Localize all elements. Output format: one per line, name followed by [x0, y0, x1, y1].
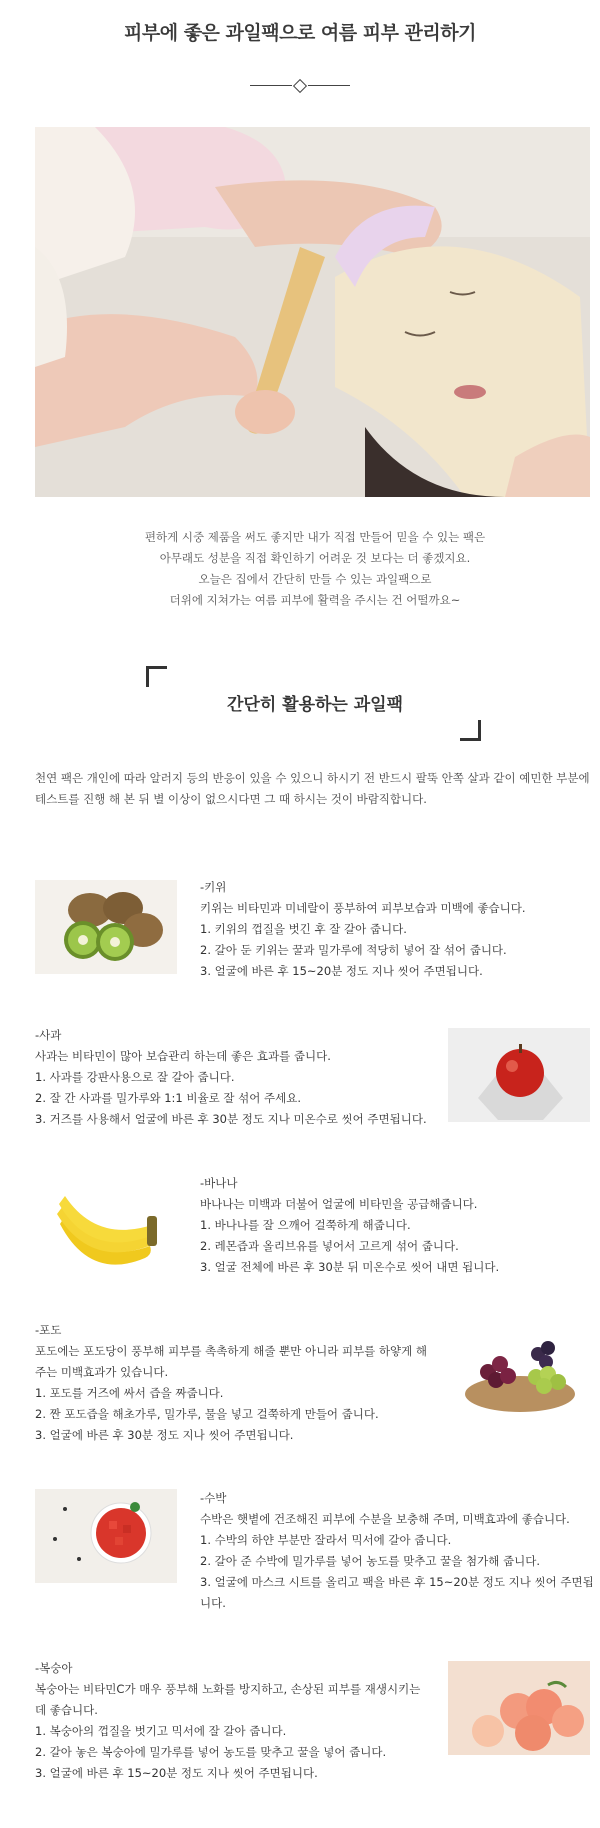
hero-image-facial-mask	[35, 127, 590, 497]
kiwi-illustration	[35, 880, 177, 974]
fruit-desc: 사과는 비타민이 많아 보습관리 하는데 좋은 효과를 줍니다.	[35, 1049, 331, 1063]
fruit-step: 3. 거즈를 사용해서 얼굴에 바른 후 30분 정도 지나 미온수로 씻어 주면됩니다.	[35, 1112, 427, 1126]
kiwi-image	[35, 880, 177, 974]
fruit-desc: 포도에는 포도당이 풍부해 피부를 촉촉하게 해줄 뿐만 아니라 피부를 하얗게 해주는 미백효과가 있습니다.	[35, 1344, 428, 1379]
bracket-top-left-icon	[146, 666, 167, 687]
fruit-step: 2. 레몬즙과 올리브유를 넣어서 고르게 섞어 줍니다.	[200, 1239, 459, 1253]
title-divider	[250, 80, 350, 92]
divider-line-left	[250, 85, 292, 86]
fruit-desc: 바나나는 미백과 더불어 얼굴에 비타민을 공급해줍니다.	[200, 1197, 478, 1211]
fruit-step: 2. 갈아 놓은 복숭아에 밀가루를 넣어 농도를 맞추고 꿀을 넣어 줍니다.	[35, 1745, 387, 1759]
intro-line: 더위에 지쳐가는 여름 피부에 활력을 주시는 건 어떨까요~	[169, 593, 461, 607]
fruit-step: 1. 포도를 거즈에 싸서 즙을 짜줍니다.	[35, 1386, 224, 1400]
fruit-step: 2. 갈아 준 수박에 밀가루를 넣어 농도를 맞추고 꿀을 첨가해 줍니다.	[200, 1554, 541, 1568]
fruit-name: -사과	[35, 1028, 62, 1042]
fruit-step: 1. 복숭아의 껍질을 벗기고 믹서에 잘 갈아 줍니다.	[35, 1724, 287, 1738]
peach-illustration	[448, 1661, 590, 1755]
fruit-name: -바나나	[200, 1176, 238, 1190]
fruit-item-watermelon	[200, 1488, 595, 1614]
fruit-step: 1. 수박의 하얀 부분만 잘라서 믹서에 갈아 줍니다.	[200, 1533, 452, 1547]
fruit-step: 3. 얼굴에 바른 후 15~20분 정도 지나 씻어 주면됩니다.	[200, 964, 483, 978]
watermelon-image	[35, 1489, 177, 1583]
fruit-item-peach	[35, 1658, 430, 1784]
fruit-name: -수박	[200, 1491, 227, 1505]
fruit-desc: 복숭아는 비타민C가 매우 풍부해 노화를 방지하고, 손상된 피부를 재생시키는데 좋습니다.	[35, 1682, 421, 1717]
fruit-name: -포도	[35, 1323, 62, 1337]
fruit-step: 3. 얼굴에 바른 후 30분 정도 지나 씻어 주면됩니다.	[35, 1428, 294, 1442]
fruit-desc: 키위는 비타민과 미네랄이 풍부하여 피부보습과 미백에 좋습니다.	[200, 901, 526, 915]
fruit-desc: 수박은 햇볕에 건조해진 피부에 수분을 보충해 주며, 미백효과에 좋습니다.	[200, 1512, 570, 1526]
banana-illustration	[35, 1186, 177, 1280]
intro-line: 아무래도 성분을 직접 확인하기 어려운 것 보다는 더 좋겠지요.	[159, 551, 471, 565]
allergy-notice: 천연 팩은 개인에 따라 알러지 등의 반응이 있을 수 있으니 하시기 전 반드시 팔뚝 안쪽 살과 같이 예민한 부분에 테스트를 진행 해 본 뒤 별 이상이 없으시다면 그 때 하시는 것이 바람직합니다.	[35, 771, 590, 806]
page-title: 피부에 좋은 과일팩으로 여름 피부 관리하기	[124, 22, 476, 44]
peach-image	[448, 1661, 590, 1755]
apple-image	[448, 1028, 590, 1122]
fruit-step: 3. 얼굴에 바른 후 15~20분 정도 지나 씻어 주면됩니다.	[35, 1766, 318, 1780]
divider-line-right	[308, 85, 350, 86]
fruit-step: 2. 짠 포도즙을 해초가루, 밀가루, 물을 넣고 걸쭉하게 만들어 줍니다.	[35, 1407, 379, 1421]
fruit-step: 3. 얼굴에 마스크 시트를 올리고 팩을 바른 후 15~20분 정도 지나 씻어 주면됩니다.	[200, 1575, 594, 1610]
intro-text	[0, 527, 600, 611]
fruit-name: -복숭아	[35, 1661, 73, 1675]
fruit-step: 3. 얼굴 전체에 바른 후 30분 뒤 미온수로 씻어 내면 됩니다.	[200, 1260, 500, 1274]
intro-line: 오늘은 집에서 간단히 만들 수 있는 과일팩으로	[198, 572, 432, 586]
fruit-item-kiwi	[200, 877, 590, 982]
hero-illustration	[35, 127, 590, 497]
fruit-step: 2. 잘 간 사과를 밀가루와 1:1 비율로 잘 섞어 주세요.	[35, 1091, 301, 1105]
intro-line: 편하게 시중 제품을 써도 좋지만 내가 직접 만들어 믿을 수 있는 팩은	[144, 530, 486, 544]
bracket-bottom-right-icon	[460, 720, 481, 741]
grape-illustration	[448, 1322, 590, 1416]
fruit-item-apple	[35, 1025, 455, 1130]
fruit-step: 1. 바나나를 잘 으깨어 걸쭉하게 해줍니다.	[200, 1218, 411, 1232]
fruit-step: 1. 사과를 강판사용으로 잘 갈아 줍니다.	[35, 1070, 235, 1084]
fruit-step: 1. 키위의 껍질을 벗긴 후 잘 갈아 줍니다.	[200, 922, 407, 936]
banana-image	[35, 1186, 177, 1280]
grape-image	[448, 1322, 590, 1416]
fruit-item-grape	[35, 1320, 430, 1446]
fruit-step: 2. 갈아 둔 키위는 꿀과 밀가루에 적당히 넣어 잘 섞어 줍니다.	[200, 943, 507, 957]
diamond-icon	[293, 79, 307, 93]
apple-illustration	[448, 1028, 590, 1122]
section-title: 간단히 활용하는 과일팩	[226, 695, 404, 715]
fruit-item-banana	[200, 1173, 590, 1278]
fruit-name: -키위	[200, 880, 227, 894]
watermelon-illustration	[35, 1489, 177, 1583]
